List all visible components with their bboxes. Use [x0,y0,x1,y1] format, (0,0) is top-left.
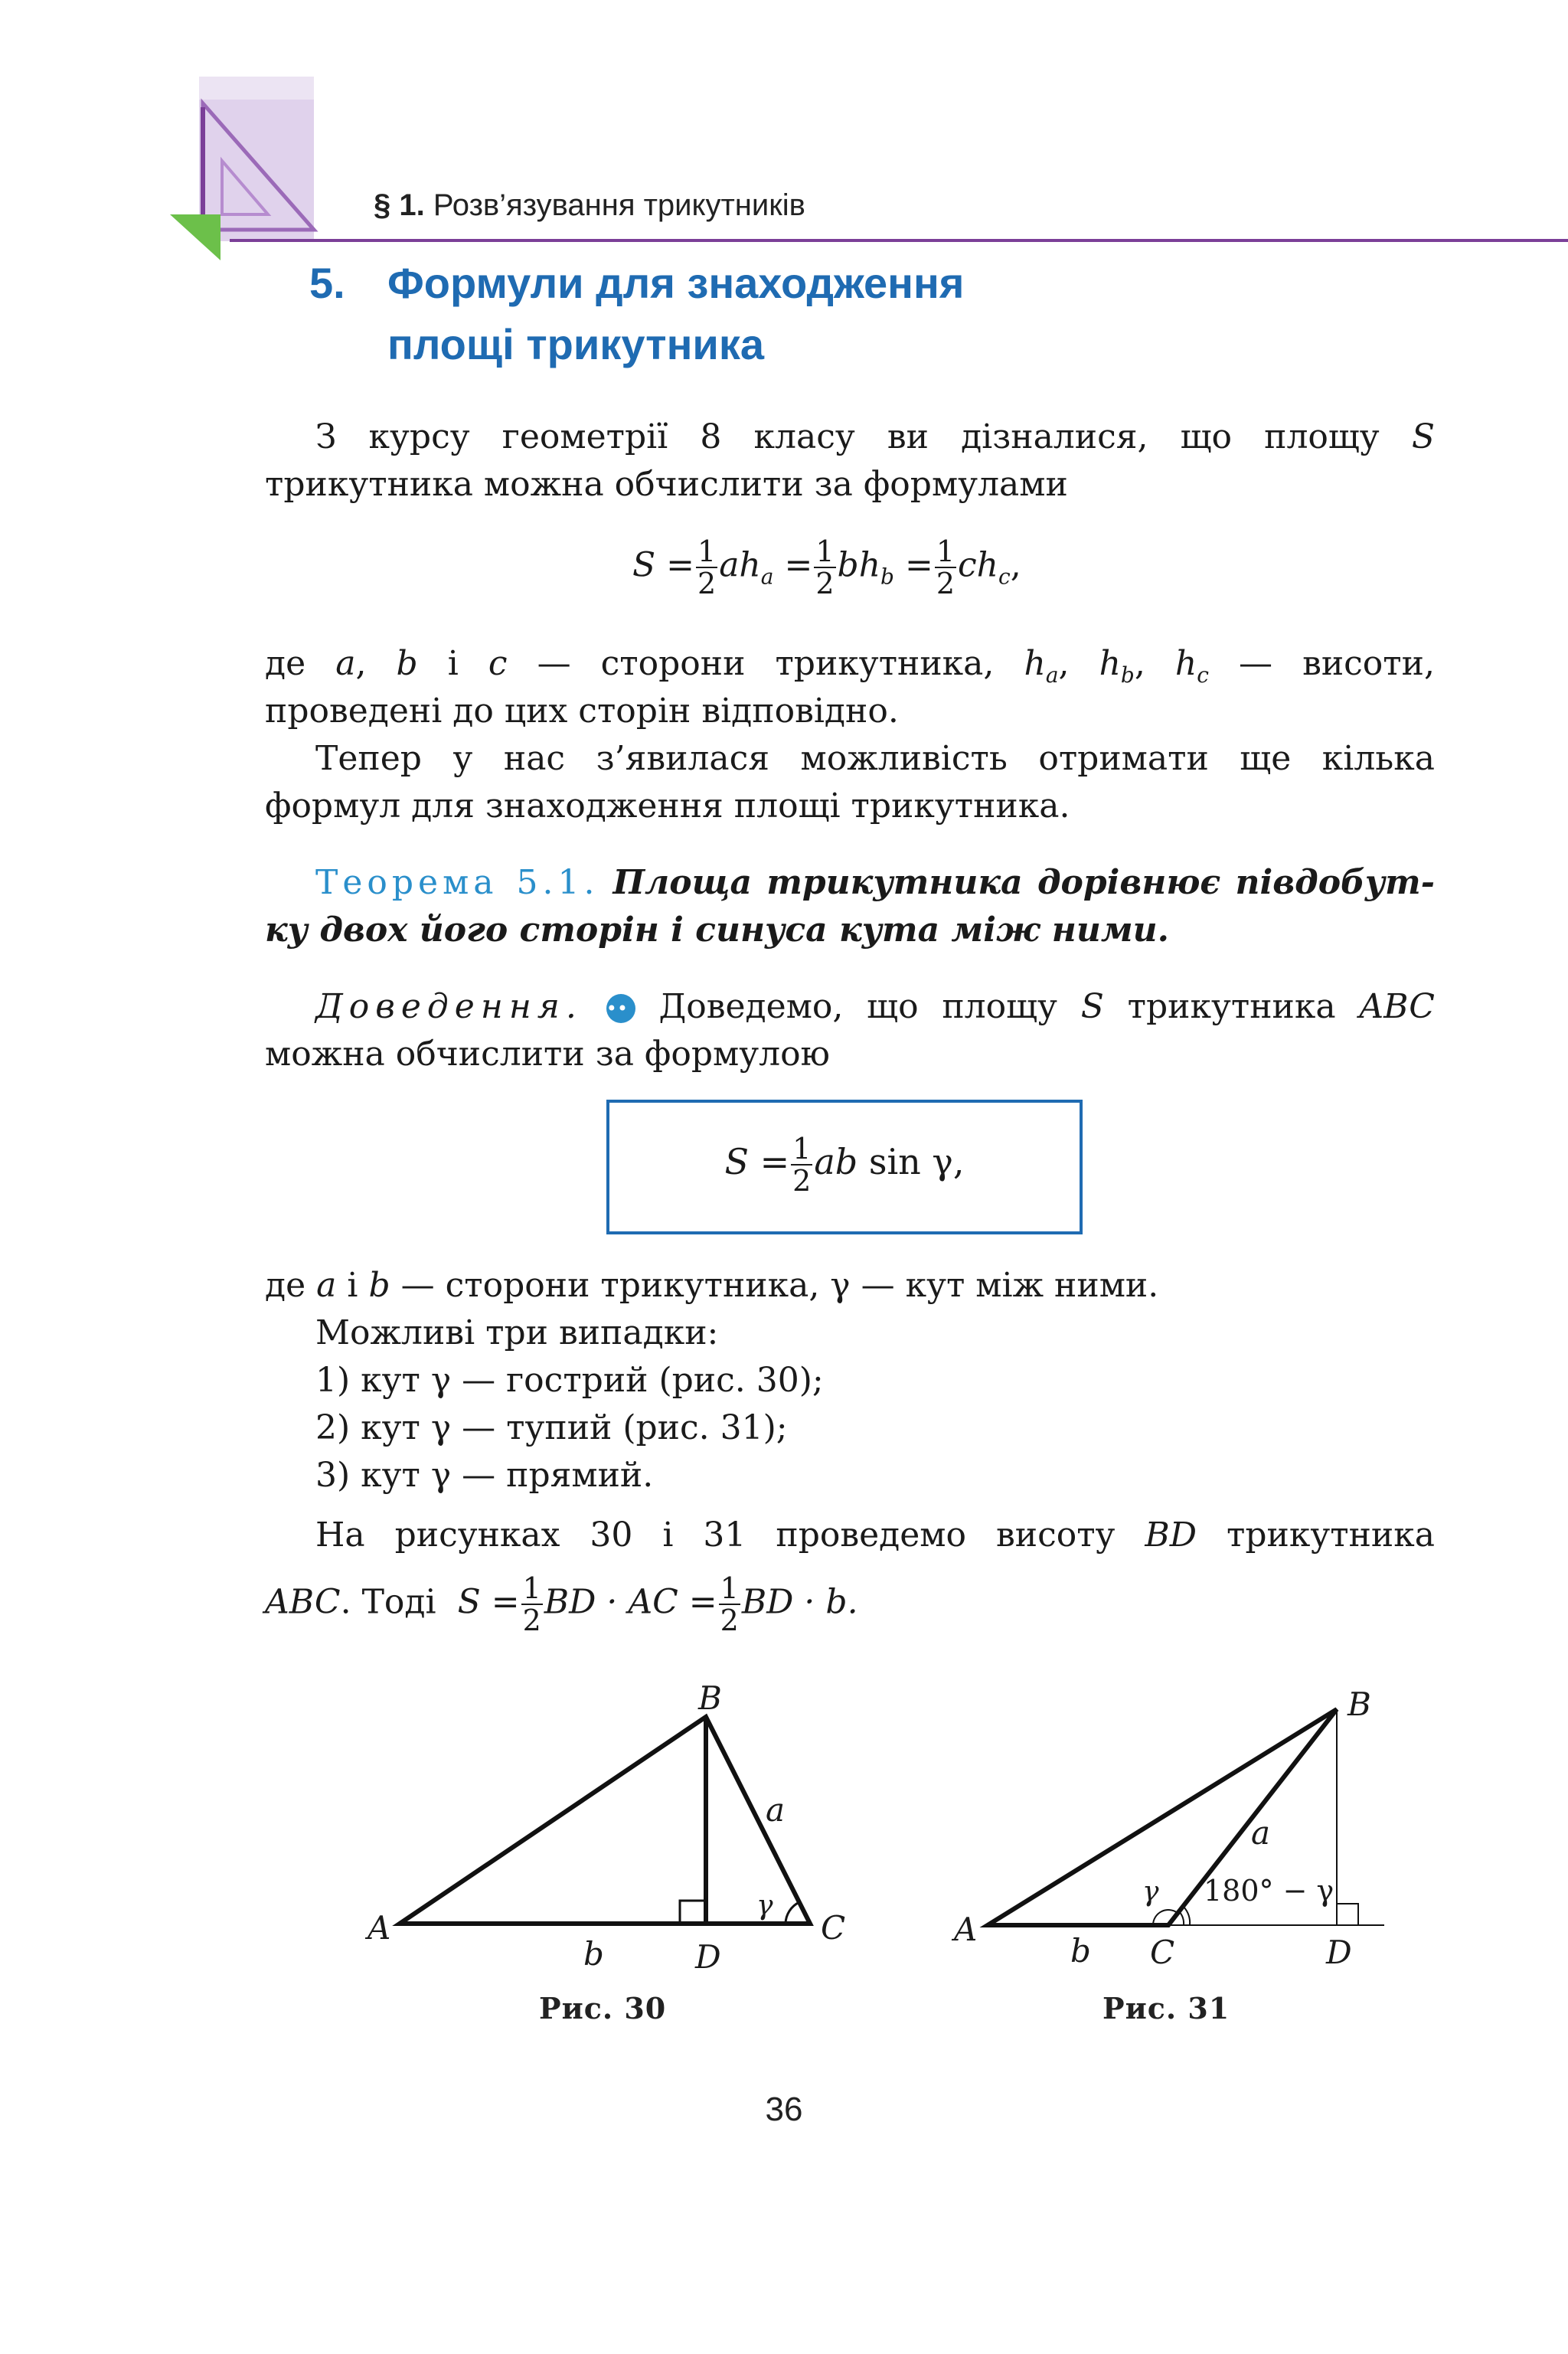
running-head [374,188,805,223]
formula-ch: ch [958,545,999,585]
theorem-label: Теорема 5.1. [315,863,599,902]
case-1: 1) кут γ — гострий (рис. 30); [315,1361,824,1400]
case-3: 3) кут γ — прямий. [315,1456,654,1495]
supplementary-angle-arc [1179,1911,1184,1925]
section-title [309,253,1381,375]
theorem-line-1 [265,859,1435,907]
supplementary-angle-arc-2 [1184,1907,1190,1925]
figure-30-caption: Рис. 30 [539,1991,667,2025]
label-supplementary-angle: 180° − γ [1204,1874,1334,1908]
section-title-line2: площі трикутника [387,320,764,368]
intro-line-3: де a, b і c — сторони трикутника, $h_a$, $h_b$, $h_c$ — висоти, [265,644,1435,688]
right-angle-mark [680,1901,706,1924]
label-b: b [1070,1932,1091,1970]
section-number: 5. [309,259,345,307]
intro-line-1 [265,414,1435,461]
proof-line-1: Доведення. •• Доведемо, що площу S трикутника ABC [315,987,1435,1026]
label-B: B [1348,1685,1371,1723]
fraction-half: $\frac{1}{2}$ [815,535,835,600]
section-name: Розв’язування трикутників [433,188,805,222]
proof-line-8: На рисунках 30 і 31 проведемо висоту BD трикутника [315,1515,1435,1555]
cases-intro: Можливі три випадки: [315,1313,719,1352]
fraction-half: $\frac{1}{2}$ [522,1571,541,1637]
formula-S: S [632,545,656,585]
label-gamma: γ [1142,1876,1159,1908]
page-number: 36 [765,2091,803,2128]
label-C: C [1150,1934,1175,1971]
label-D: D [1326,1934,1352,1971]
fraction-half: $\frac{1}{2}$ [720,1571,739,1637]
proof-line-9: ABC. Тоді S = $\frac{1}{2}$ BD · AC = $\frac{1}{2}$ BD · b. [265,1571,858,1637]
proof-line-2: можна обчислити за формулою [265,1035,830,1074]
figure-31-diagram [942,1669,1416,1991]
formula-bh: bh [837,545,881,585]
fraction-half: $\frac{1}{2}$ [792,1132,812,1198]
label-a: a [1251,1814,1271,1852]
label-gamma: γ [756,1890,773,1921]
proof-line-3: де a і b — сторони трикутника, γ — кут між ними. [265,1266,1159,1305]
fraction-half: $\frac{1}{2}$ [936,535,956,600]
theorem-line-2: ку двох його сторін і синуса кута між ними. [265,911,1169,950]
intro-line-2: трикутника можна обчислити за формулами [265,465,1068,504]
label-B: B [698,1679,722,1717]
intro-line-6: формул для знаходження площі трикутника. [265,786,1070,826]
label-D: D [695,1938,721,1976]
intro-line-5: Тепер у нас з’явилася можливість отримати ще кілька [315,739,1435,778]
angle-gamma-arc [786,1902,799,1924]
label-A: A [954,1911,978,1948]
case-2: 2) кут γ — тупий (рис. 31); [315,1408,788,1447]
header-rule [230,239,1568,242]
triangle-abc [400,1717,810,1924]
area-sine-formula-box [606,1100,1083,1234]
label-A: A [368,1909,391,1947]
right-angle-mark [1337,1904,1358,1925]
theorem-text-1: Площа трикутника дорівнює півдобут- [612,863,1435,902]
proof-label: Доведення. [315,987,583,1026]
formula-ah: ah [719,545,761,585]
proof-start-icon: •• [606,994,635,1023]
fraction-half: $\frac{1}{2}$ [697,535,717,600]
figure-31-caption: Рис. 31 [1102,1991,1230,2025]
section-mark: § 1. [374,188,425,222]
var-S: S [1411,417,1435,456]
label-C: C [821,1909,846,1947]
label-a: a [766,1791,786,1829]
section-title-line1: Формули для знаходження [387,259,965,307]
figure-30-diagram [352,1669,888,1991]
label-b: b [583,1935,604,1973]
area-sine-formula: S = $\frac{1}{2}$ ab sin γ, [724,1132,965,1198]
area-formula-heights: S = $\frac{1}{2}$ $ah_a$ = $\frac{1}{2}$ $bh_b$ = $\frac{1}{2}$ $ch_c$, [632,535,1021,600]
intro-line-4: проведені до цих сторін відповідно. [265,691,899,731]
intro-text-1: З курсу геометрії 8 класу ви дізналися, що площу [315,417,1380,456]
